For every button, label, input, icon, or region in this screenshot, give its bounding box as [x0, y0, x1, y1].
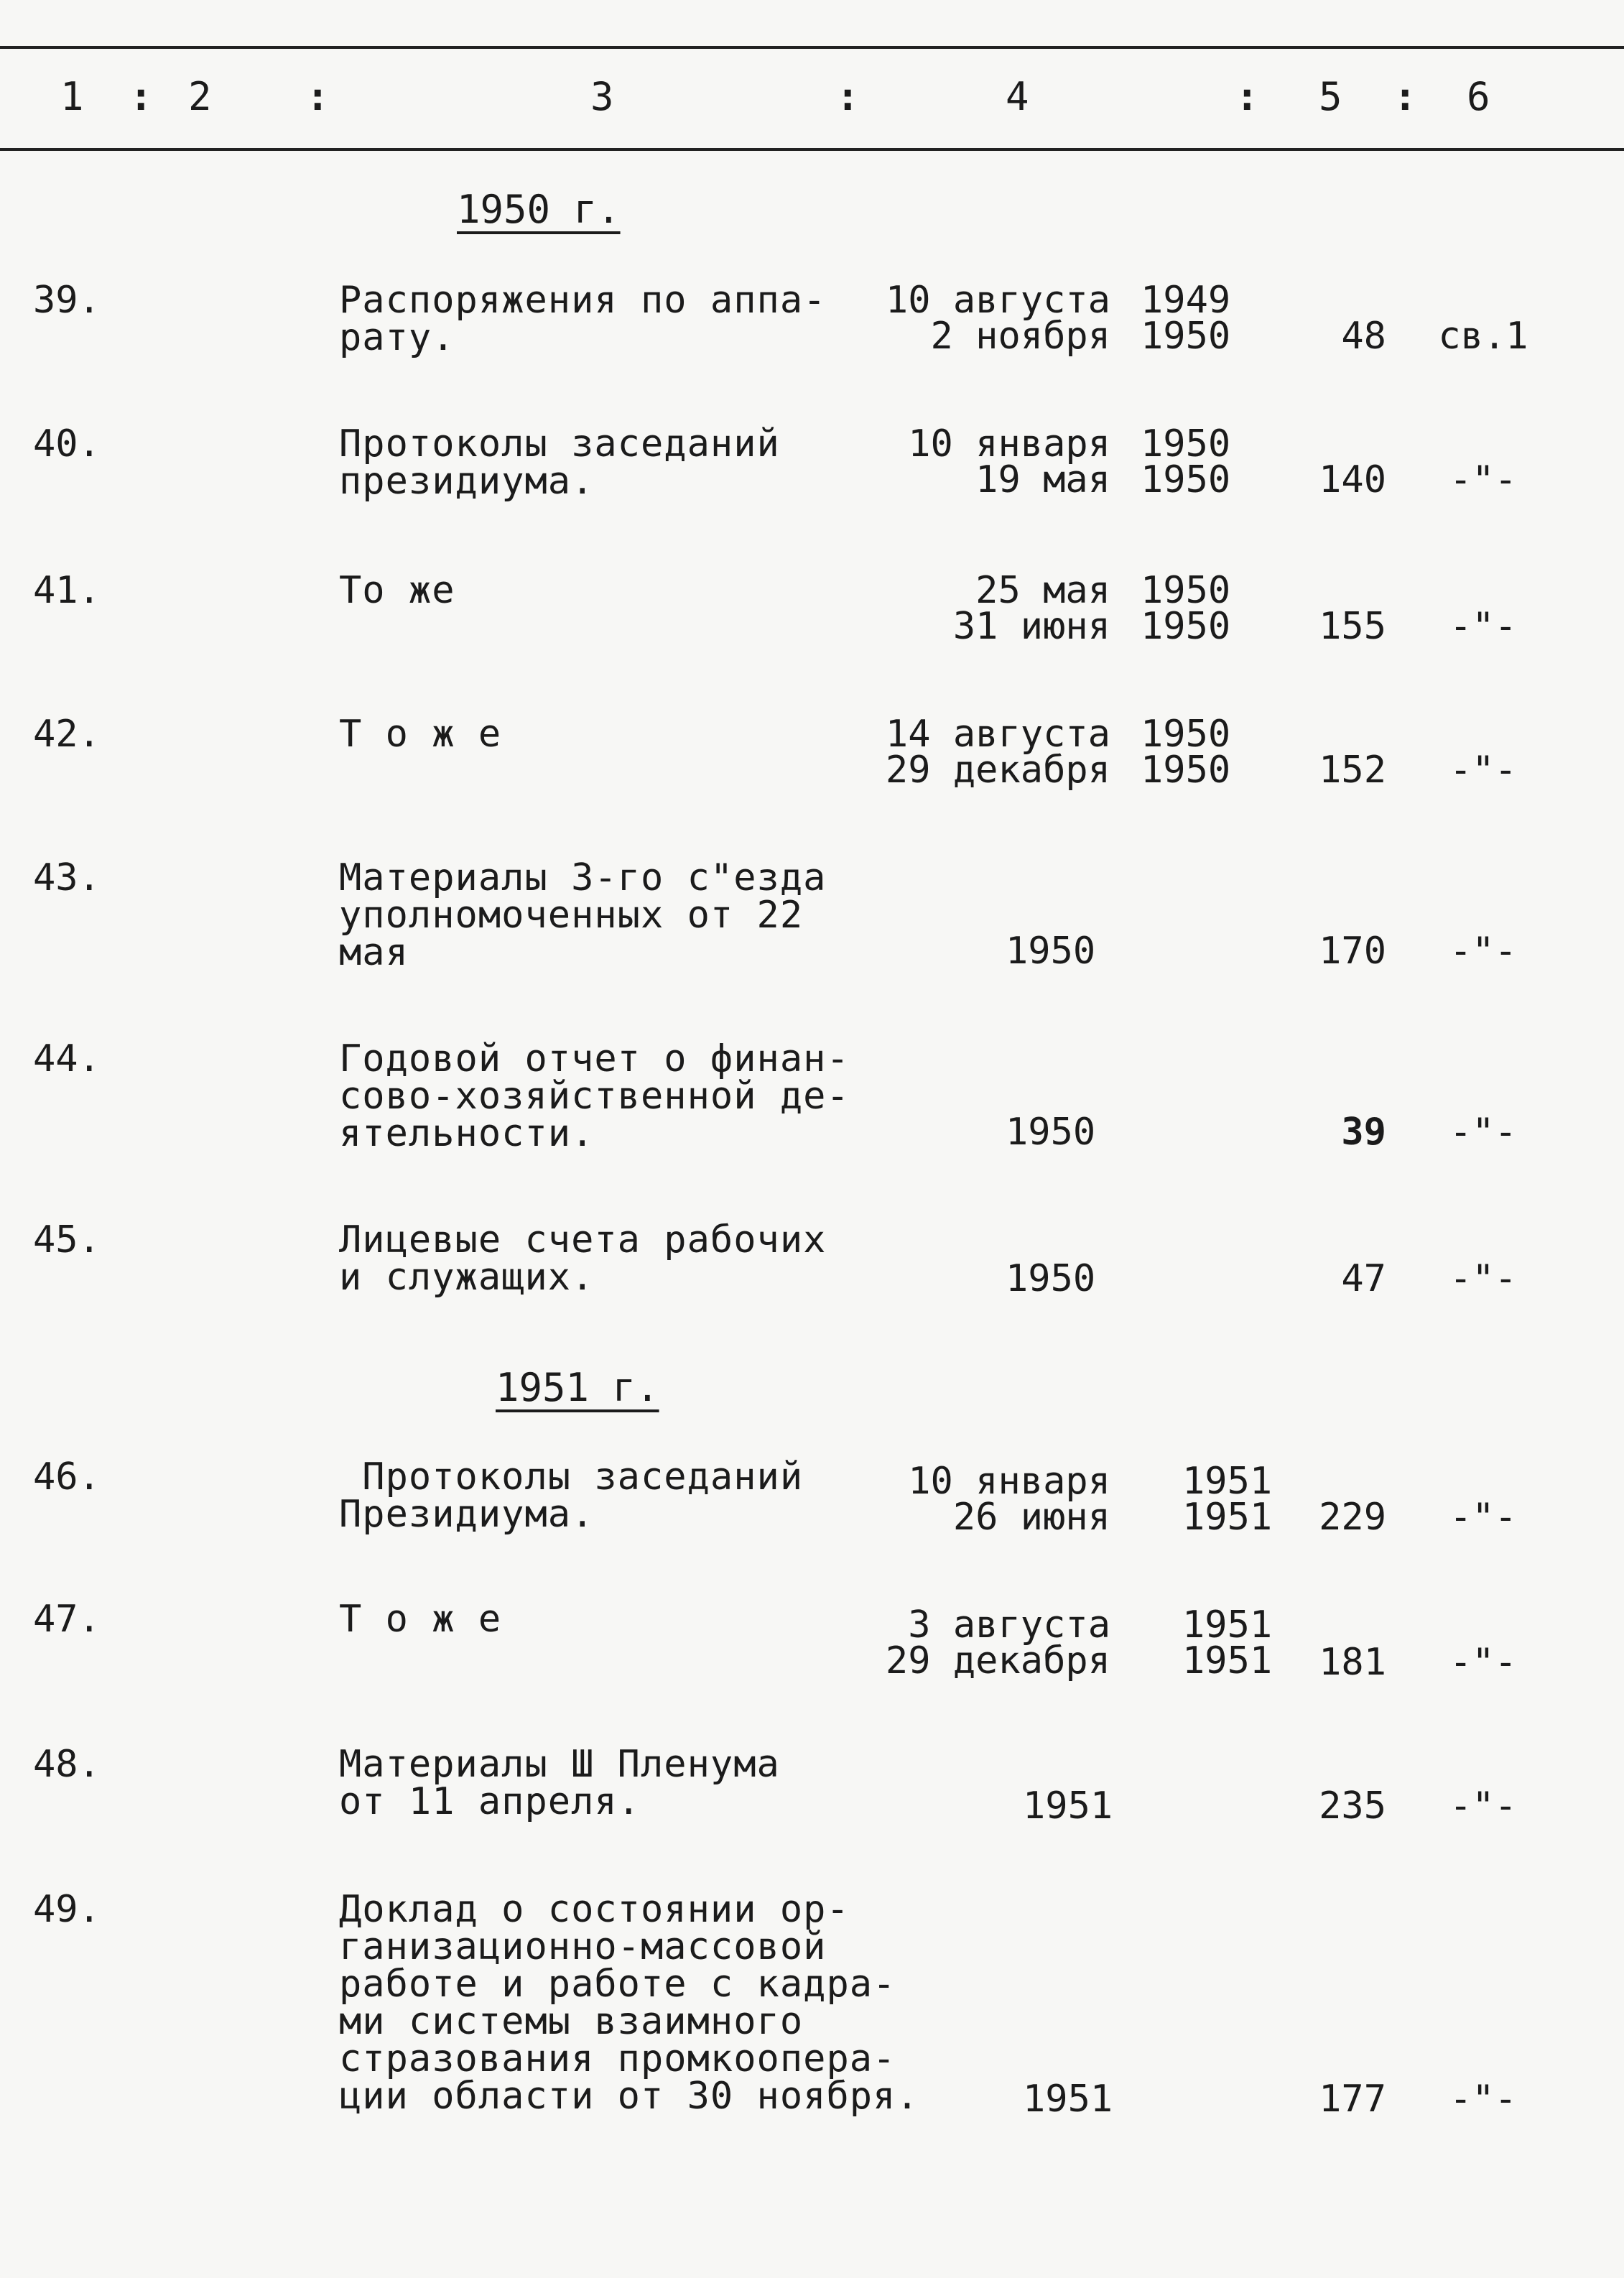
record-date-end: 29 декабря [885, 749, 1110, 792]
record-title-line: Т о ж е [339, 1598, 502, 1641]
record-box-number: -"- [1449, 1641, 1517, 1684]
record-date-start: 10 января [908, 422, 1110, 466]
record-date-end: 2 ноября [930, 315, 1110, 358]
record-title-line: Президиума. [339, 1493, 595, 1536]
record-box-number: -"- [1449, 930, 1517, 973]
col-header-1: 1 [60, 74, 84, 119]
record-date-end: 31 июня [952, 605, 1110, 648]
record-title-line: Материалы 3-го с"езда [339, 856, 827, 899]
col-separator: : [129, 74, 153, 119]
record-year: 1950 [1006, 1257, 1096, 1300]
record-year-end: 1950 [1141, 315, 1231, 358]
record-title-line: от 11 апреля. [339, 1780, 641, 1823]
record-title-line: Распоряжения по аппа- [339, 279, 827, 322]
record-year-end: 1950 [1141, 749, 1231, 792]
record-date-end: 26 июня [952, 1496, 1110, 1539]
record-year-start: 1950 [1141, 713, 1231, 756]
record-title-line: и служащих. [339, 1256, 595, 1299]
record-number: 45. [33, 1218, 101, 1261]
record-year-end: 1950 [1141, 605, 1231, 648]
record-title-line: работе и работе с кадра- [339, 1963, 896, 2006]
record-sheet-count: 39 [1341, 1111, 1386, 1154]
record-date-start: 3 августа [908, 1603, 1110, 1647]
record-sheet-count: 229 [1319, 1496, 1386, 1539]
record-sheet-count: 235 [1319, 1784, 1386, 1828]
record-box-number: -"- [1449, 749, 1517, 792]
record-sheet-count: 170 [1319, 930, 1386, 973]
record-title [339, 1037, 850, 1155]
record-year-start: 1950 [1141, 569, 1231, 612]
record-number: 42. [33, 713, 101, 756]
record-sheet-count: 181 [1319, 1641, 1386, 1684]
header-rule [0, 148, 1624, 151]
record-number: 39. [33, 279, 101, 322]
record-title-line: Материалы Ш Пленума [339, 1743, 780, 1786]
col-separator: : [836, 74, 860, 119]
record-box-number: -"- [1449, 605, 1517, 648]
record-year-end: 1951 [1182, 1639, 1273, 1682]
record-number: 48. [33, 1743, 101, 1786]
record-year-end: 1950 [1141, 458, 1231, 501]
record-number: 47. [33, 1598, 101, 1641]
record-box-number: -"- [1449, 1784, 1517, 1828]
record-title-line: уполномоченных от 22 [339, 894, 804, 937]
col-header-6: 6 [1467, 74, 1490, 119]
record-year-start: 1951 [1182, 1460, 1273, 1503]
record-title-line: ми системы взаимного [339, 2000, 804, 2043]
record-box-number: -"- [1449, 1257, 1517, 1300]
col-header-4: 4 [1006, 74, 1029, 119]
record-title [339, 1598, 502, 1641]
record-box-number: -"- [1449, 1111, 1517, 1154]
record-date-end: 19 мая [975, 458, 1110, 501]
record-title [339, 1218, 827, 1299]
record-year: 1950 [1006, 1111, 1096, 1154]
record-number: 44. [33, 1037, 101, 1080]
record-sheet-count: 177 [1319, 2078, 1386, 2121]
record-title-line: ятельности. [339, 1112, 595, 1155]
record-date-start: 10 января [908, 1460, 1110, 1503]
record-number: 41. [33, 569, 101, 612]
record-box-number: -"- [1449, 2078, 1517, 2121]
record-title [339, 279, 827, 359]
record-year-start: 1949 [1141, 279, 1231, 322]
record-title-line: То же [339, 569, 455, 612]
record-title-line: ции области от 30 ноября. [339, 2075, 919, 2118]
col-header-5: 5 [1319, 74, 1342, 119]
record-number: 46. [33, 1455, 101, 1499]
record-title-line: ганизационно-массовой [339, 1925, 827, 1968]
record-title-line: мая [339, 931, 409, 974]
record-title [339, 856, 827, 974]
record-year: 1951 [1023, 2078, 1113, 2121]
record-title-line: Т о ж е [339, 713, 502, 756]
record-title-line: Годовой отчет о финан- [339, 1037, 850, 1080]
record-number: 49. [33, 1888, 101, 1931]
record-title-line: сово-хозяйственной де- [339, 1075, 850, 1118]
record-sheet-count: 48 [1341, 315, 1386, 358]
col-separator: : [1393, 74, 1417, 119]
record-title-line: Протоколы заседаний [339, 1455, 804, 1499]
record-title [339, 1455, 804, 1536]
record-box-number: -"- [1449, 458, 1517, 501]
record-year-start: 1950 [1141, 422, 1231, 466]
record-box-number: -"- [1449, 1496, 1517, 1539]
record-title-line: Лицевые счета рабочих [339, 1218, 827, 1261]
year-heading-1950: 1950 г. [457, 187, 621, 232]
year-heading-1951: 1951 г. [496, 1365, 659, 1410]
record-sheet-count: 155 [1319, 605, 1386, 648]
record-title-line: Протоколы заседаний [339, 422, 780, 466]
top-rule [0, 46, 1624, 49]
record-sheet-count: 47 [1341, 1257, 1386, 1300]
col-header-3: 3 [590, 74, 614, 119]
record-sheet-count: 152 [1319, 749, 1386, 792]
col-separator: : [306, 74, 330, 119]
record-title [339, 1888, 919, 2118]
record-year: 1951 [1023, 1784, 1113, 1828]
record-title-line: рату. [339, 316, 455, 359]
record-title [339, 713, 502, 756]
record-box-number: св.1 [1438, 315, 1528, 358]
record-date-start: 14 августа [885, 713, 1110, 756]
record-title [339, 422, 780, 503]
record-year: 1950 [1006, 930, 1096, 973]
record-date-end: 29 декабря [885, 1639, 1110, 1682]
col-separator: : [1235, 74, 1259, 119]
record-number: 40. [33, 422, 101, 466]
record-date-start: 25 мая [975, 569, 1110, 612]
record-title [339, 1743, 780, 1823]
record-date-start: 10 августа [885, 279, 1110, 322]
record-sheet-count: 140 [1319, 458, 1386, 501]
record-number: 43. [33, 856, 101, 899]
record-year-start: 1951 [1182, 1603, 1273, 1647]
record-title-line: стразования промкоопера- [339, 2037, 896, 2080]
record-year-end: 1951 [1182, 1496, 1273, 1539]
record-title-line: Доклад о состоянии ор- [339, 1888, 850, 1931]
col-header-2: 2 [188, 74, 212, 119]
record-title-line: президиума. [339, 460, 595, 503]
record-title [339, 569, 455, 612]
